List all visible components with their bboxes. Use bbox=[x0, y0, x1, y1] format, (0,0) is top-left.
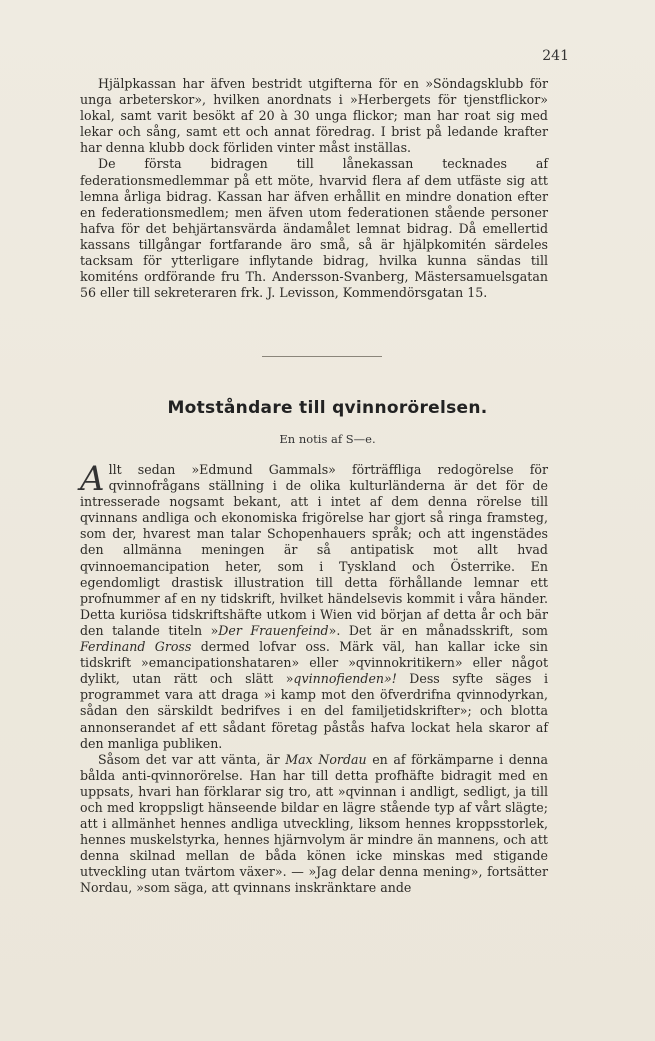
paragraph-loan-fund: De första bidragen till lånekassan tecknades af federationsmedlemmar på ett möte, hvarvid flera af dem utfäste sig att lemna årliga bidrag. Kassan har äfven erhållit en mindre donation efter en federationsmedlem; men äfven utom federationen stående personer hafva för det behjärtansvärda ändamålet lemnat bidrag. Då emellertid kassans tillgångar fortfarande äro små, så är hjälpkomitén särdeles tacksam för ytterligare inflytande bidrag, hvilka kunna sändas till komiténs ordförande fru Th. Andersson-Svanberg, Mästersamuelsgatan 56 eller till sekreteraren frk. J. Levisson, Kommendörsgatan 15. bbox=[80, 156, 548, 301]
upper-section bbox=[80, 76, 548, 301]
journal-title: Der Frauenfeind bbox=[218, 622, 329, 638]
article-body bbox=[80, 459, 549, 897]
p1-mid2: dermed lofvar oss. Märk väl, han kallar icke sin tidskrift »emancipationshataren» eller »qvinnokritikern» eller något dylikt, utan rätt och slätt » bbox=[80, 639, 548, 687]
article-byline: En notis af S—e. bbox=[279, 432, 376, 446]
article-title: Motståndare till qvinnorörelsen. bbox=[167, 398, 488, 418]
p1-end: Dess syfte säges i programmet vara att draga »i kamp mot den öfverdrifna qvinnodyrkan, sådan den särskildt bedrifves i en del familjetidskrifter»; och blotta annonserandet af ett sådant företag påstås hafva lockat hela skaror af den manliga publiken. bbox=[80, 671, 548, 751]
paragraph-sunday-club: Hjälpkassan har äfven bestridt utgifterna för en »Söndagsklubb för unga arbeterskor», hvilken anordnats i »Herbergets för tjenstflickor» lokal, samt varit besökt af 20 à 30 unga flickor; man har roat sig med lekar och sång, samt ett och annat föredrag. I brist på ledande krafter har denna klubb dock förliden vinter måst inställas. bbox=[80, 76, 548, 156]
section-divider bbox=[262, 356, 382, 357]
page-number: 241 bbox=[542, 48, 569, 64]
qvinnofienden: qvinnofienden»! bbox=[293, 671, 397, 687]
editor-name: Ferdinand Gross bbox=[80, 639, 192, 655]
article-paragraph-2 bbox=[80, 752, 548, 897]
p2-rest: en af förkämparne i denna bålda anti-qvinnorörelse. Han har till detta profhäfte bidragit med en uppsats, hvari han förklarar sig tro, att »qvinnan i andligt, sedligt, ja till och med kroppsligt hänseende bildar en lägre stående typ af vårt slägte; att i allmänhet hennes andliga utveckling, liksom hennes kroppsstorlek, hennes muskelstyrka, hennes hjärnvolym är mindre än mannens, och att denna skilnad mellan de båda könen icke minskas med stigande utveckling utan tvärtom växer». — »Jag delar denna mening», fortsätter Nordau, »som säga, att qvinnans inskränktare ande bbox=[80, 751, 549, 896]
p2-start: Såsom det var att vänta, är bbox=[98, 751, 286, 767]
p1-text: llt sedan »Edmund Gammals» förträffliga redogörelse för qvinnofrågans ställning i de olika kulturländerna är det för de intresserade nogsamt bekant, att i intet af dem denna rörelse till qvinnans andliga och ekonomiska frigörelse har gjort så ringa framsteg, som der, hvarest man talar Schopenhauers språk; och att ingenstädes den allmänna meningen är så antipatisk mot allt hvad qvinnoemancipation heter, som i Tyskland och Österrike. En egendomligt drastisk illustration till detta förhållande lemnar ett profnummer af en ny tidskrift, hvilket händelsevis kommit i våra händer. Detta kuriösa tidskriftshäfte utkom i Wien vid början af detta år och bär den talande titeln » bbox=[80, 462, 548, 638]
drop-cap: A bbox=[80, 459, 105, 499]
p1-mid: ». Det är en månadsskrift, som bbox=[328, 622, 548, 638]
article-paragraph-1 bbox=[80, 459, 548, 752]
author-name: Max Nordau bbox=[285, 751, 367, 767]
